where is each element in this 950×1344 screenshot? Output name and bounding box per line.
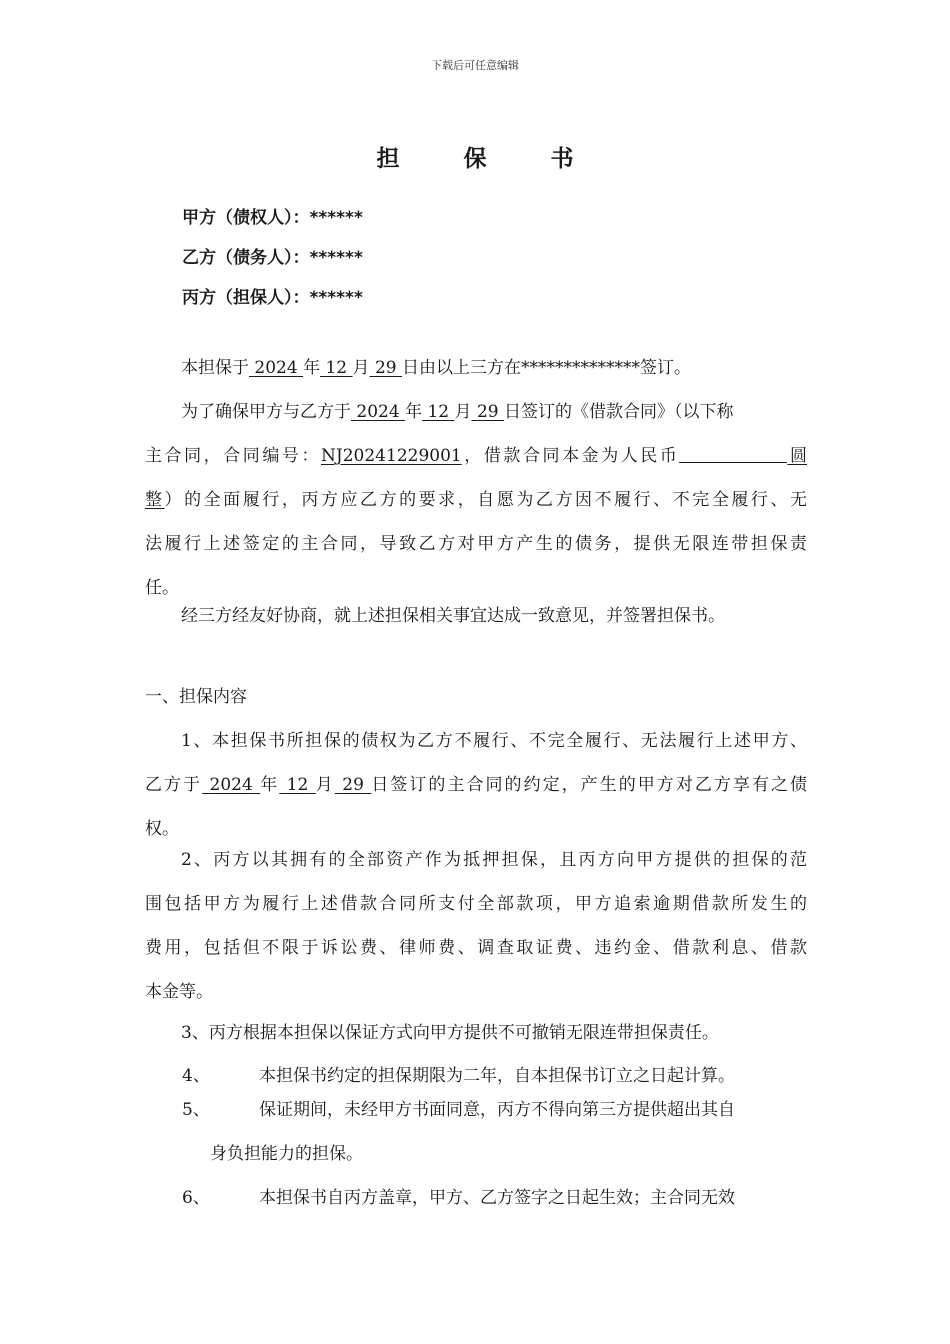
clause-5-line-2: 身负担能力的担保。 [210, 1144, 363, 1164]
clause-5-number: 5、 [182, 1100, 210, 1120]
purpose-line-5: 任。 [145, 578, 179, 598]
currency-unit-end: 整 [145, 490, 165, 510]
party-debtor: 乙方（债务人）：****** [182, 248, 363, 268]
party-creditor: 甲方（债权人）：****** [182, 208, 363, 228]
purpose-day: 29 [476, 402, 499, 422]
clause-2-line-4: 本金等。 [145, 982, 213, 1002]
clause-6-text: 本担保书自丙方盖章，甲方、乙方签字之日起生效；主合同无效 [259, 1188, 735, 1208]
signing-year: 2024 [254, 358, 298, 378]
clause-1-line-3: 权。 [145, 819, 179, 839]
purpose-line-4: 法履行上述签定的主合同，导致乙方对甲方产生的债务，提供无限连带担保责 [145, 534, 807, 554]
document-title: 担 保 书 [376, 146, 602, 172]
purpose-line-3: 整）的全面履行，丙方应乙方的要求，自愿为乙方因不履行、不完全履行、无 [145, 490, 807, 510]
signing-suffix: 日由以上三方在**************签订。 [401, 358, 691, 378]
clause-5 [182, 1088, 807, 1176]
currency-unit: 圆 [787, 446, 808, 466]
purpose-paragraph [145, 390, 807, 610]
purpose-year: 2024 [356, 402, 400, 422]
clause-4-number: 4、 [182, 1066, 210, 1086]
signing-paragraph [145, 346, 807, 390]
purpose-month: 12 [427, 402, 450, 422]
purpose-line-2: 主合同，合同编号：NJ20241229001，借款合同本金为人民币 圆 [145, 446, 808, 466]
clause-2-line-1: 2、丙方以其拥有的全部资产作为抵押担保，且丙方向甲方提供的担保的范 [181, 850, 807, 870]
signing-month-unit: 月 [352, 358, 370, 378]
signing-prefix: 本担保于 [181, 358, 249, 378]
consensus-paragraph: 经三方经友好协商，就上述担保相关事宜达成一致意见，并签署担保书。 [181, 606, 725, 626]
signing-day: 29 [374, 358, 397, 378]
clause-6-number: 6、 [182, 1188, 210, 1208]
header-note: 下载后可任意编辑 [431, 59, 519, 72]
signing-year-unit: 年 [303, 358, 321, 378]
clause-3: 3、丙方根据本担保以保证方式向甲方提供不可撤销无限连带担保责任。 [181, 1023, 719, 1043]
clause-4-text: 本担保书约定的担保期限为二年，自本担保书订立之日起计算。 [259, 1066, 735, 1086]
principal-amount-blank [679, 444, 787, 463]
clause-2-line-2: 围包括甲方为履行上述借款合同所支付全部款项，甲方追索逾期借款所发生的 [145, 894, 807, 914]
clause-2-line-3: 费用，包括但不限于诉讼费、律师费、调查取证费、违约金、借款利息、借款 [145, 938, 807, 958]
signing-month: 12 [325, 358, 348, 378]
clause-5-line-1: 保证期间，未经甲方书面同意，丙方不得向第三方提供超出其自 [259, 1100, 735, 1120]
contract-number: NJ20241229001 [321, 446, 462, 466]
clause-6 [182, 1176, 807, 1220]
clause-1-line-1: 1、本担保书所担保的债权为乙方不履行、不完全履行、无法履行上述甲方、 [181, 731, 807, 751]
clause-1-line-2: 乙方于 2024 年 12 月 29 日签订的主合同的约定，产生的甲方对乙方享有之债 [145, 775, 808, 795]
clause-1-month: 12 [286, 775, 309, 795]
party-guarantor: 丙方（担保人）：****** [182, 288, 363, 308]
clause-2 [145, 838, 807, 1014]
purpose-line-1: 为了确保甲方与乙方于 2024 年 12 月 29 日签订的《借款合同》（以下称 [181, 402, 734, 422]
clause-1-day: 29 [342, 775, 364, 795]
section-heading: 一、担保内容 [145, 687, 247, 707]
clause-1 [145, 719, 807, 851]
clause-1-year: 2024 [209, 775, 253, 795]
